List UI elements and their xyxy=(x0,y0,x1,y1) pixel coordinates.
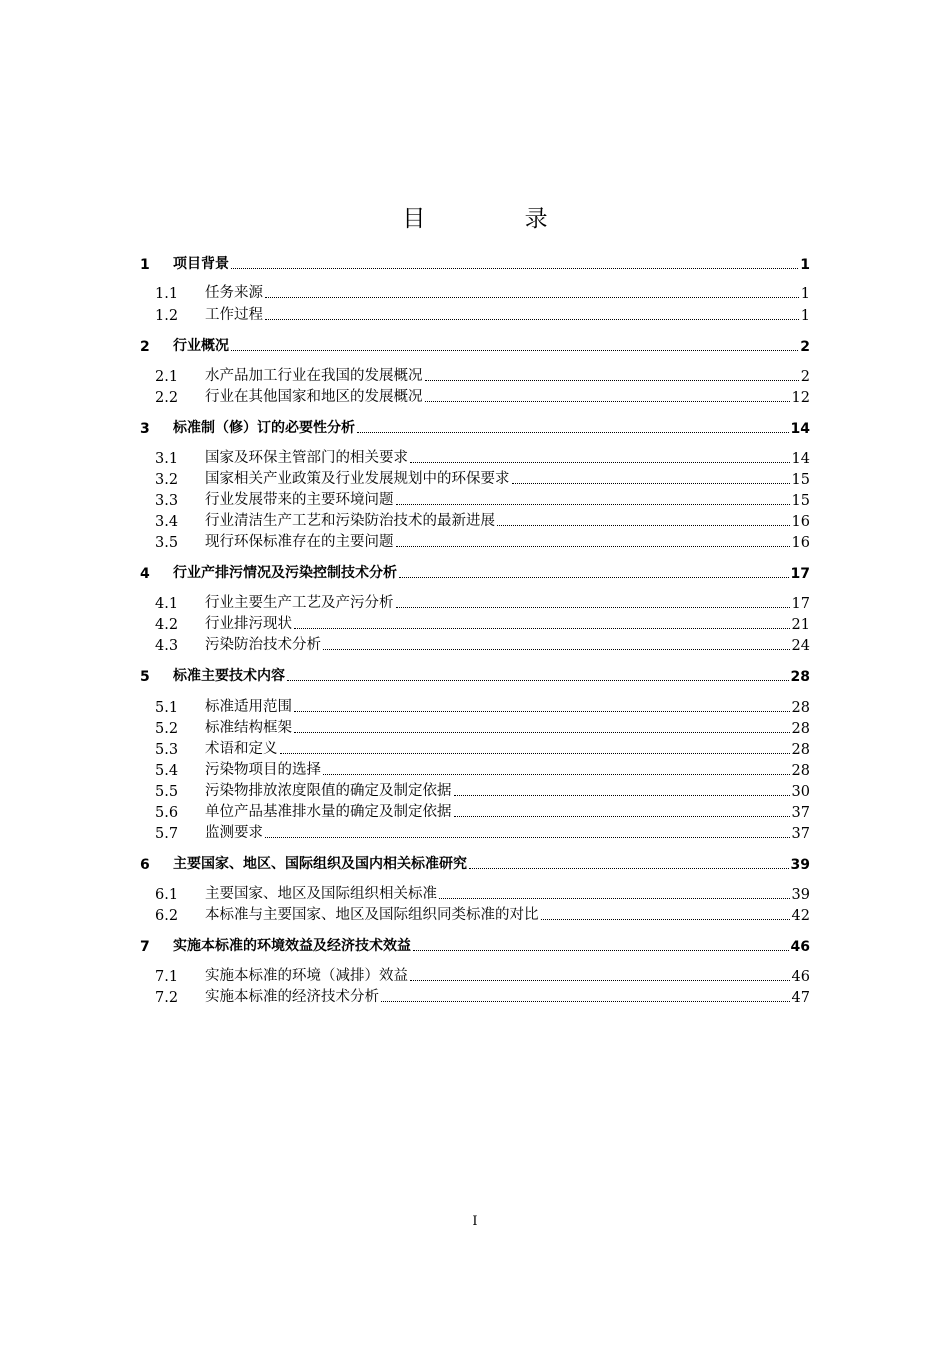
toc-entry-page: 12 xyxy=(791,390,810,406)
toc-entry-number: 5.6 xyxy=(155,805,179,821)
toc-entry-number: 5.2 xyxy=(155,721,179,737)
toc-entry-number: 7 xyxy=(140,939,150,955)
toc-dot-leader xyxy=(396,500,790,505)
toc-entry-title: 标准结构框架 xyxy=(205,720,292,736)
toc-entry-page: 17 xyxy=(791,596,810,612)
toc-entry-number: 6.2 xyxy=(155,908,179,924)
toc-entry-number: 3.1 xyxy=(155,451,179,467)
toc-entry-number: 6 xyxy=(140,857,150,873)
toc-entry-number: 4.2 xyxy=(155,617,179,633)
toc-section-entry[interactable] xyxy=(140,965,810,985)
toc-dot-leader xyxy=(413,946,789,951)
toc-entry-page: 2 xyxy=(800,369,810,385)
toc-entry-page: 39 xyxy=(790,857,810,873)
toc-entry-page: 28 xyxy=(791,721,810,737)
toc-dot-leader xyxy=(265,833,790,838)
toc-section-entry[interactable] xyxy=(140,717,810,737)
toc-section-entry[interactable] xyxy=(140,780,810,800)
toc-entry-number: 1.2 xyxy=(155,308,179,324)
toc-dot-leader xyxy=(265,293,799,298)
toc-entry-page: 1 xyxy=(800,286,810,302)
toc-section-entry[interactable] xyxy=(140,634,810,654)
toc-dot-leader xyxy=(396,542,790,547)
toc-entry-title: 行业概况 xyxy=(173,338,229,354)
toc-dot-leader xyxy=(294,728,790,733)
toc-section-entry[interactable] xyxy=(140,986,810,1006)
toc-entry-number: 2.2 xyxy=(155,390,179,406)
toc-entry-page: 28 xyxy=(790,669,810,685)
toc-section-entry[interactable] xyxy=(140,447,810,467)
toc-entry-page: 47 xyxy=(791,990,810,1006)
toc-section-entry[interactable] xyxy=(140,468,810,488)
toc-entry-number: 5.5 xyxy=(155,784,179,800)
toc-section-entry[interactable] xyxy=(140,365,810,385)
toc-entry-number: 4.1 xyxy=(155,596,179,612)
toc-entry-page: 28 xyxy=(791,763,810,779)
toc-dot-leader xyxy=(497,521,790,526)
toc-dot-leader xyxy=(396,603,790,608)
toc-entry-page: 1 xyxy=(800,257,810,273)
toc-entry-page: 28 xyxy=(791,742,810,758)
toc-entry-title: 国家相关产业政策及行业发展规划中的环保要求 xyxy=(205,471,510,487)
toc-entry-number: 5.7 xyxy=(155,826,179,842)
toc-entry-page: 14 xyxy=(791,451,810,467)
toc-section-entry[interactable] xyxy=(140,592,810,612)
toc-dot-leader xyxy=(357,428,789,433)
toc-dot-leader xyxy=(541,915,790,920)
toc-dot-leader xyxy=(410,976,790,981)
toc-entry-title: 本标准与主要国家、地区及国际组织同类标准的对比 xyxy=(205,907,539,923)
toc-dot-leader xyxy=(323,645,790,650)
toc-dot-leader xyxy=(231,346,798,351)
toc-section-entry[interactable] xyxy=(140,386,810,406)
toc-entry-title: 行业排污现状 xyxy=(205,616,292,632)
toc-dot-leader xyxy=(265,315,799,320)
toc-dot-leader xyxy=(287,676,789,681)
toc-dot-leader xyxy=(231,264,798,269)
toc-section-entry[interactable] xyxy=(140,904,810,924)
toc-section-entry[interactable] xyxy=(140,510,810,530)
toc-entry-title: 污染物排放浓度限值的确定及制定依据 xyxy=(205,783,452,799)
toc-dot-leader xyxy=(469,864,789,869)
toc-entry-number: 1.1 xyxy=(155,286,179,302)
toc-entry-page: 46 xyxy=(790,939,810,955)
toc-entry-title: 术语和定义 xyxy=(205,741,278,757)
toc-section-entry[interactable] xyxy=(140,883,810,903)
toc-entry-number: 5.4 xyxy=(155,763,179,779)
toc-entry-page: 16 xyxy=(791,535,810,551)
toc-entry-title: 单位产品基准排水量的确定及制定依据 xyxy=(205,804,452,820)
toc-entry-title: 行业产排污情况及污染控制技术分析 xyxy=(173,565,397,581)
toc-dot-leader xyxy=(381,997,790,1002)
toc-dot-leader xyxy=(512,479,790,484)
toc-dot-leader xyxy=(294,707,790,712)
toc-section-entry[interactable] xyxy=(140,696,810,716)
toc-entry-number: 1 xyxy=(140,257,150,273)
toc-chapter-entry[interactable] xyxy=(140,417,810,437)
toc-entry-page: 14 xyxy=(790,421,810,437)
toc-section-entry[interactable] xyxy=(140,801,810,821)
toc-chapter-entry[interactable] xyxy=(140,665,810,685)
toc-entry-page: 24 xyxy=(791,638,810,654)
page-number: I xyxy=(472,1214,478,1229)
toc-entry-title: 主要国家、地区及国际组织相关标准 xyxy=(205,886,437,902)
toc-entry-number: 7.2 xyxy=(155,990,179,1006)
toc-entry-page: 42 xyxy=(791,908,810,924)
toc-section-entry[interactable] xyxy=(140,738,810,758)
toc-section-entry[interactable] xyxy=(140,759,810,779)
toc-entry-title: 监测要求 xyxy=(205,825,263,841)
toc-entry-number: 5.1 xyxy=(155,700,179,716)
toc-entry-page: 28 xyxy=(791,700,810,716)
toc-entry-page: 1 xyxy=(800,308,810,324)
toc-entry-number: 3.5 xyxy=(155,535,179,551)
toc-entry-title: 行业在其他国家和地区的发展概况 xyxy=(205,389,423,405)
toc-entry-title: 标准适用范围 xyxy=(205,699,292,715)
page-title: 目 录 xyxy=(402,206,594,232)
toc-entry-page: 17 xyxy=(790,566,810,582)
toc-entry-number: 5 xyxy=(140,669,150,685)
toc-entry-title: 实施本标准的经济技术分析 xyxy=(205,989,379,1005)
toc-chapter-entry[interactable] xyxy=(140,253,810,273)
toc-entry-number: 5.3 xyxy=(155,742,179,758)
toc-dot-leader xyxy=(425,376,799,381)
toc-entry-title: 污染物项目的选择 xyxy=(205,762,321,778)
toc-entry-title: 标准主要技术内容 xyxy=(173,668,285,684)
toc-entry-page: 15 xyxy=(791,472,810,488)
toc-entry-title: 项目背景 xyxy=(173,256,229,272)
toc-section-entry[interactable] xyxy=(140,282,810,302)
toc-entry-page: 37 xyxy=(791,805,810,821)
toc-entry-number: 6.1 xyxy=(155,887,179,903)
toc-entry-title: 主要国家、地区、国际组织及国内相关标准研究 xyxy=(173,856,467,872)
toc-entry-page: 30 xyxy=(791,784,810,800)
toc-entry-number: 3.4 xyxy=(155,514,179,530)
toc-dot-leader xyxy=(399,573,789,578)
toc-dot-leader xyxy=(454,812,790,817)
toc-entry-page: 16 xyxy=(791,514,810,530)
toc-section-entry[interactable] xyxy=(140,822,810,842)
toc-entry-title: 污染防治技术分析 xyxy=(205,637,321,653)
toc-entry-title: 实施本标准的环境效益及经济技术效益 xyxy=(173,938,411,954)
toc-chapter-entry[interactable] xyxy=(140,935,810,955)
toc-entry-page: 15 xyxy=(791,493,810,509)
toc-chapter-entry[interactable] xyxy=(140,562,810,582)
toc-dot-leader xyxy=(425,397,790,402)
toc-entry-title: 现行环保标准存在的主要问题 xyxy=(205,534,394,550)
toc-entry-title: 工作过程 xyxy=(205,307,263,323)
toc-dot-leader xyxy=(294,624,790,629)
toc-dot-leader xyxy=(439,894,790,899)
toc-dot-leader xyxy=(280,749,790,754)
toc-entry-title: 行业主要生产工艺及产污分析 xyxy=(205,595,394,611)
toc-section-entry[interactable] xyxy=(140,613,810,633)
toc-entry-title: 标准制（修）订的必要性分析 xyxy=(173,420,355,436)
toc-entry-page: 37 xyxy=(791,826,810,842)
toc-entry-number: 4 xyxy=(140,566,150,582)
toc-entry-title: 国家及环保主管部门的相关要求 xyxy=(205,450,408,466)
toc-entry-title: 实施本标准的环境（减排）效益 xyxy=(205,968,408,984)
toc-section-entry[interactable] xyxy=(140,531,810,551)
toc-entry-page: 2 xyxy=(800,339,810,355)
toc-entry-number: 3.2 xyxy=(155,472,179,488)
toc-entry-title: 水产品加工行业在我国的发展概况 xyxy=(205,368,423,384)
toc-entry-number: 2 xyxy=(140,339,150,355)
toc-entry-title: 行业清洁生产工艺和污染防治技术的最新进展 xyxy=(205,513,495,529)
toc-entry-title: 行业发展带来的主要环境问题 xyxy=(205,492,394,508)
toc-section-entry[interactable] xyxy=(140,489,810,509)
toc-dot-leader xyxy=(323,770,790,775)
toc-entry-page: 21 xyxy=(791,617,810,633)
toc-entry-number: 2.1 xyxy=(155,369,179,385)
toc-chapter-entry[interactable] xyxy=(140,335,810,355)
toc-entry-number: 7.1 xyxy=(155,969,179,985)
toc-entry-number: 3.3 xyxy=(155,493,179,509)
toc-entry-page: 46 xyxy=(791,969,810,985)
toc-section-entry[interactable] xyxy=(140,304,810,324)
toc-entry-title: 任务来源 xyxy=(205,285,263,301)
toc-entry-number: 3 xyxy=(140,421,150,437)
toc-dot-leader xyxy=(454,791,790,796)
toc-entry-number: 4.3 xyxy=(155,638,179,654)
toc-dot-leader xyxy=(410,458,790,463)
toc-chapter-entry[interactable] xyxy=(140,853,810,873)
toc-entry-page: 39 xyxy=(791,887,810,903)
